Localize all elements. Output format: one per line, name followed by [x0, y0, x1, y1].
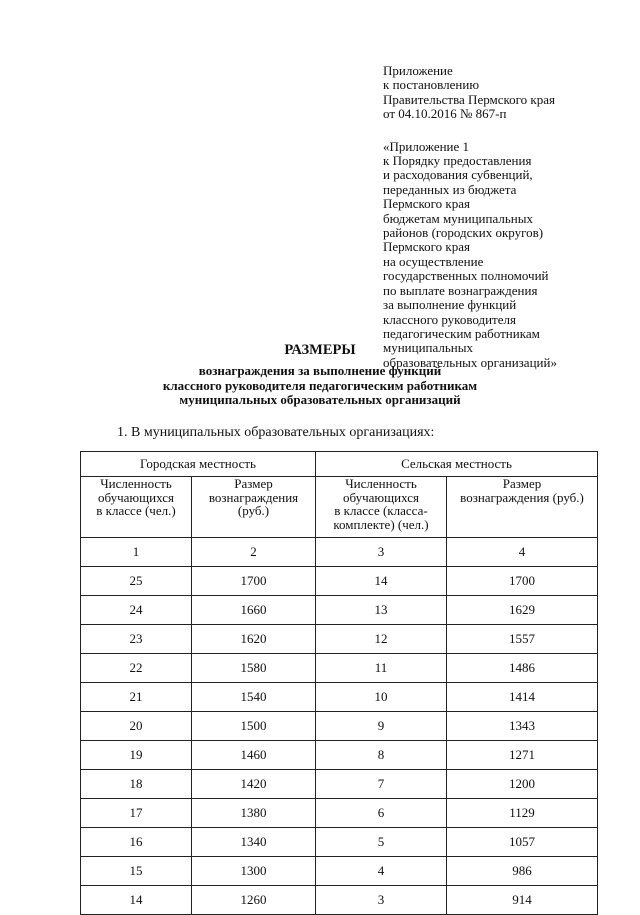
column-number: 3 — [316, 538, 447, 567]
table-cell: 12 — [316, 625, 447, 654]
table-cell: 17 — [81, 799, 192, 828]
table-cell: 1500 — [192, 712, 316, 741]
table-cell: 5 — [316, 828, 447, 857]
column-number: 1 — [81, 538, 192, 567]
table-cell: 914 — [447, 886, 598, 915]
table-cell: 1700 — [192, 567, 316, 596]
table-cell: 1486 — [447, 654, 598, 683]
appendix-line: на осуществление — [383, 253, 484, 269]
appendix-line: бюджетам муниципальных — [383, 210, 533, 226]
column-header-rural-amount: Размер вознаграждения (руб.) — [447, 477, 598, 538]
subtitle-line: муниципальных образовательных организаций — [179, 392, 461, 407]
table-row — [81, 857, 598, 886]
appendix-line: муниципальных — [383, 340, 474, 356]
table-cell: 22 — [81, 654, 192, 683]
table-row — [81, 567, 598, 596]
table-column-number-row — [81, 538, 598, 567]
table-cell: 14 — [316, 567, 447, 596]
appendix-line: переданных из бюджета — [383, 181, 517, 197]
table-cell: 1260 — [192, 886, 316, 915]
table-cell: 1057 — [447, 828, 598, 857]
table-cell: 19 — [81, 741, 192, 770]
table-cell: 1557 — [447, 625, 598, 654]
table-row — [81, 654, 598, 683]
table-row — [81, 596, 598, 625]
table-cell: 3 — [316, 886, 447, 915]
table-cell: 1340 — [192, 828, 316, 857]
table-column-header-row — [81, 477, 598, 538]
table-cell: 11 — [316, 654, 447, 683]
table-cell: 1414 — [447, 683, 598, 712]
table-cell: 1420 — [192, 770, 316, 799]
appendix-line: за выполнение функций — [383, 297, 517, 313]
appendix-line: от 04.10.2016 № 867-п — [383, 106, 507, 122]
column-number: 4 — [447, 538, 598, 567]
table-row — [81, 799, 598, 828]
appendix-block-2 — [383, 140, 633, 371]
table-row — [81, 712, 598, 741]
column-header-rural-count: Численность обучающихся в классе (класса- комплекте) (чел.) — [316, 477, 447, 538]
table-cell: 986 — [447, 857, 598, 886]
table-row — [81, 625, 598, 654]
table-cell: 1380 — [192, 799, 316, 828]
rewards-table — [80, 451, 598, 915]
document-title: РАЗМЕРЫ — [284, 342, 356, 358]
appendix-line: Приложение — [383, 63, 453, 78]
table-cell: 16 — [81, 828, 192, 857]
appendix-line: педагогическим работникам — [383, 325, 540, 341]
table-cell: 9 — [316, 712, 447, 741]
appendix-line: к Порядку предоставления — [383, 153, 532, 169]
table-cell: 1540 — [192, 683, 316, 712]
table-cell: 20 — [81, 712, 192, 741]
table-cell: 14 — [81, 886, 192, 915]
appendix-line: государственных полномочий — [383, 268, 549, 284]
table-cell: 1620 — [192, 625, 316, 654]
subtitle-line: вознаграждения за выполнение функций — [198, 363, 442, 378]
table-cell: 21 — [81, 683, 192, 712]
table-cell: 10 — [316, 683, 447, 712]
table-cell: 1700 — [447, 567, 598, 596]
table-cell: 18 — [81, 770, 192, 799]
appendix-spacer — [383, 122, 633, 140]
table-cell: 15 — [81, 857, 192, 886]
group-header-rural: Сельская местность — [316, 452, 598, 477]
appendix-line: Пермского края — [383, 239, 470, 255]
table-cell: 1629 — [447, 596, 598, 625]
table-cell: 23 — [81, 625, 192, 654]
table-cell: 1271 — [447, 741, 598, 770]
table-row — [81, 770, 598, 799]
table-cell: 13 — [316, 596, 447, 625]
column-header-urban-amount: Размер вознаграждения (руб.) — [192, 477, 316, 538]
table-cell: 1343 — [447, 712, 598, 741]
table-row — [81, 886, 598, 915]
table-group-header-row — [81, 452, 598, 477]
appendix-line: к постановлению — [383, 77, 480, 93]
appendix-line: районов (городских округов) — [383, 225, 544, 241]
document-subtitle — [0, 364, 640, 408]
table-cell: 6 — [316, 799, 447, 828]
table-row — [81, 828, 598, 857]
table-cell: 1200 — [447, 770, 598, 799]
table-cell: 1129 — [447, 799, 598, 828]
table-cell: 1300 — [192, 857, 316, 886]
table-cell: 7 — [316, 770, 447, 799]
group-header-urban: Городская местность — [81, 452, 316, 477]
column-header-urban-count: Численность обучающихся в классе (чел.) — [81, 477, 192, 538]
table-cell: 8 — [316, 741, 447, 770]
appendix-line: классного руководителя — [383, 311, 516, 327]
table-cell: 25 — [81, 567, 192, 596]
section-heading: 1. В муниципальных образовательных организациях: — [117, 425, 435, 440]
table-cell: 1580 — [192, 654, 316, 683]
column-number: 2 — [192, 538, 316, 567]
appendix-line: и расходования субвенций, — [383, 167, 533, 183]
subtitle-line: классного руководителя педагогическим работникам — [162, 377, 478, 393]
table-cell: 4 — [316, 857, 447, 886]
table-cell: 1660 — [192, 596, 316, 625]
table-cell: 1460 — [192, 741, 316, 770]
appendix-line: образовательных организаций» — [383, 354, 557, 370]
table-cell: 24 — [81, 596, 192, 625]
appendix-line: Пермского края — [383, 196, 470, 212]
appendix-line: по выплате вознаграждения — [383, 282, 538, 298]
appendix-line: Правительства Пермского края — [383, 91, 555, 107]
appendix-line: «Приложение 1 — [383, 138, 470, 154]
table-row — [81, 683, 598, 712]
appendix-block-1 — [383, 64, 633, 122]
table-row — [81, 741, 598, 770]
appendix-header — [383, 64, 633, 370]
